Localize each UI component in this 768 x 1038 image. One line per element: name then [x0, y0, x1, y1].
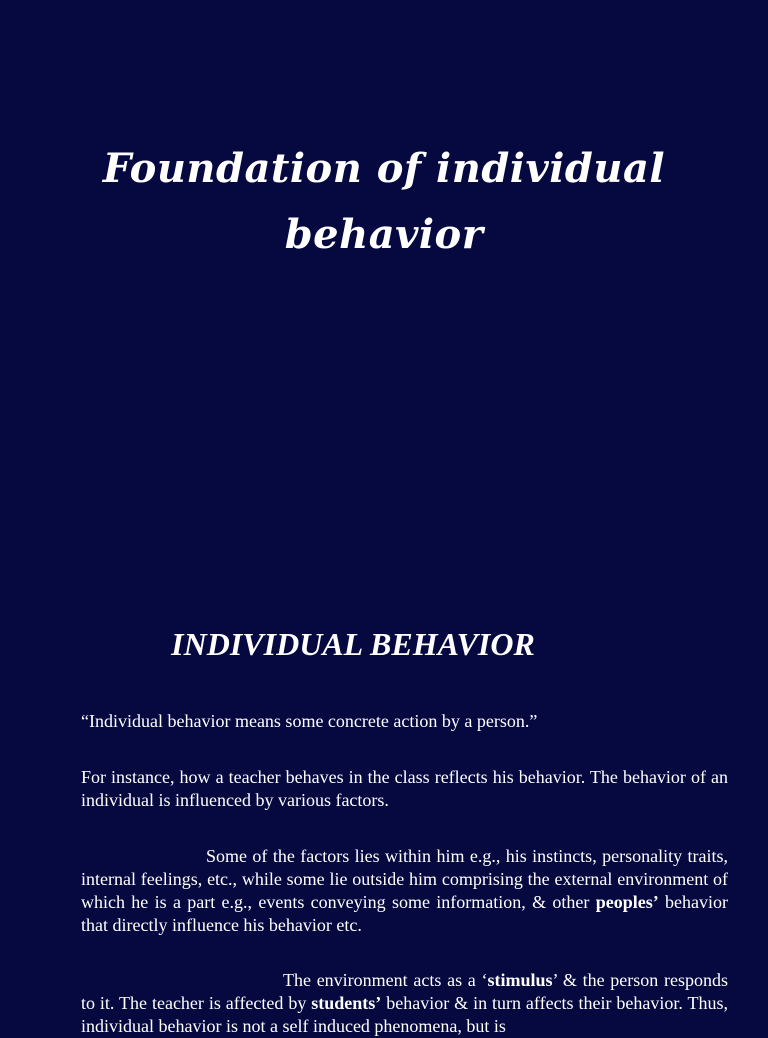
paragraph-environment-text-2: ’ & the person responds to it. The teacher is affected by [81, 970, 728, 1013]
paragraph-environment-bold-stimulus: stimulus [487, 970, 553, 990]
paragraph-factors-text-1: Some of the factors lies within him e.g., his instincts, personality traits, internal feelings, etc., while some lie outside him comprising the external environment of which he is a part e.g., events conveying some information, & other [81, 846, 728, 912]
paragraph-instance: For instance, how a teacher behaves in the class reflects his behavior. The behavior of an individual is influenced by various factors. [81, 767, 728, 810]
section-heading: INDIVIDUAL BEHAVIOR [171, 626, 535, 662]
paragraph-factors [81, 845, 728, 937]
slide-title-line-1: Foundation of individual [102, 145, 666, 192]
slide-title [60, 136, 708, 268]
paragraph-environment [81, 969, 728, 1038]
paragraph-factors-text-2: behavior that directly influence his behavior etc. [81, 892, 728, 935]
paragraph-environment-text-1: The environment acts as a ‘ [283, 970, 488, 990]
paragraph-factors-bold: peoples’ [595, 892, 659, 912]
slide-title-line-2: behavior [284, 211, 484, 258]
paragraph-environment-bold-students: students’ [311, 993, 382, 1013]
definition-quote: “Individual behavior means some concrete action by a person.” [81, 711, 538, 731]
paragraph-environment-text-3: behavior & in turn affects their behavior. Thus, individual behavior is not a self induced phenomena, but is [81, 993, 729, 1036]
content-slide [0, 560, 768, 1036]
